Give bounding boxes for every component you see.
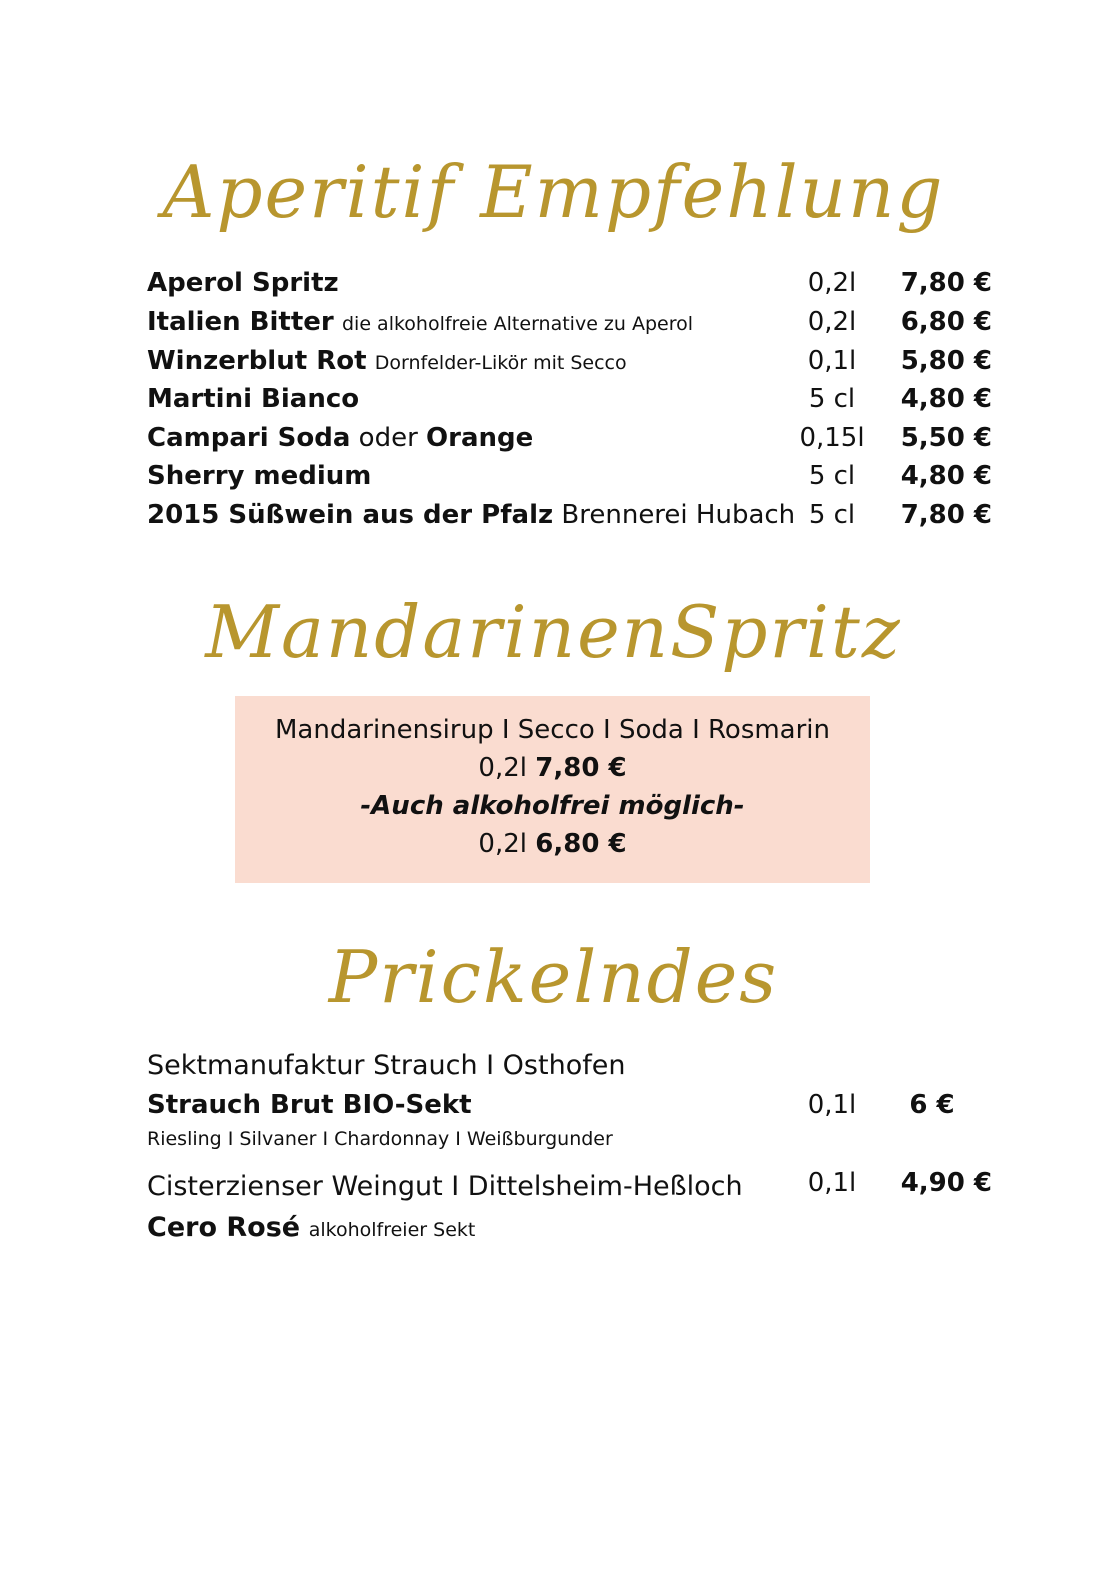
item-name: Italien Bitter die alkoholfreie Alternative zu Aperol <box>147 307 694 337</box>
prickelndes-title: Prickelndes <box>328 935 779 1019</box>
menu-row <box>147 1165 992 1201</box>
mandarinen-price-line: 0,2l 7,80 € <box>478 753 627 783</box>
menu-row <box>147 420 992 456</box>
item-name: Strauch Brut BIO-Sekt <box>147 1090 472 1120</box>
item-volume: 0,1l <box>807 1090 857 1120</box>
aperitif-title: Aperitif Empfehlung <box>162 150 945 234</box>
item-volume: 0,1l <box>807 346 857 376</box>
item-price: 6,80 € <box>900 307 992 337</box>
item-name: Campari Soda oder Orange <box>147 423 534 453</box>
item-price: 4,80 € <box>900 461 992 491</box>
grape-varieties: Riesling I Silvaner I Chardonnay I Weißburgunder <box>147 1128 613 1150</box>
item-name: Sherry medium <box>147 461 372 491</box>
item-price: 5,50 € <box>900 423 992 453</box>
mandarinen-alcfree-price-line: 0,2l 6,80 € <box>478 829 627 859</box>
item-price: 4,80 € <box>900 384 992 414</box>
item-volume: 0,2l <box>807 307 857 337</box>
menu-row <box>147 458 992 494</box>
item-price: 5,80 € <box>900 346 992 376</box>
menu-row <box>147 343 992 379</box>
item-name: Aperol Spritz <box>147 268 339 298</box>
item-price: 6 € <box>909 1090 955 1120</box>
item-name: Martini Bianco <box>147 384 360 414</box>
item-volume: 5 cl <box>808 500 856 530</box>
mandarinen-spritz-box <box>235 696 870 883</box>
menu-row <box>147 381 992 417</box>
item-volume: 0,2l <box>807 268 857 298</box>
item-name: Winzerblut Rot Dornfelder-Likör mit Secco <box>147 346 627 376</box>
menu-row <box>147 304 992 340</box>
alcohol-free-note: -Auch alkoholfrei möglich- <box>360 791 745 821</box>
menu-row <box>147 1087 992 1123</box>
item-volume: 5 cl <box>808 384 856 414</box>
wine-cero-rose: Cero Rosé alkoholfreier Sekt <box>147 1212 476 1243</box>
item-price: 7,80 € <box>900 268 992 298</box>
item-name: 2015 Süßwein aus der Pfalz Brennerei Hubach <box>147 500 796 530</box>
item-volume: 0,15l <box>799 423 865 453</box>
mandarinen-ingredients: Mandarinensirup I Secco I Soda I Rosmarin <box>274 715 831 745</box>
item-price: 4,90 € <box>900 1168 992 1198</box>
item-volume: 5 cl <box>808 461 856 491</box>
item-price: 7,80 € <box>900 500 992 530</box>
producer-strauch: Sektmanufaktur Strauch I Osthofen <box>147 1050 626 1081</box>
producer-cisterzienser: Cisterzienser Weingut I Dittelsheim-Heßloch <box>147 1171 743 1202</box>
mandarinen-title: MandarinenSpritz <box>205 590 902 674</box>
menu-row <box>147 497 992 533</box>
item-volume: 0,1l <box>807 1168 857 1198</box>
menu-row <box>147 265 992 301</box>
